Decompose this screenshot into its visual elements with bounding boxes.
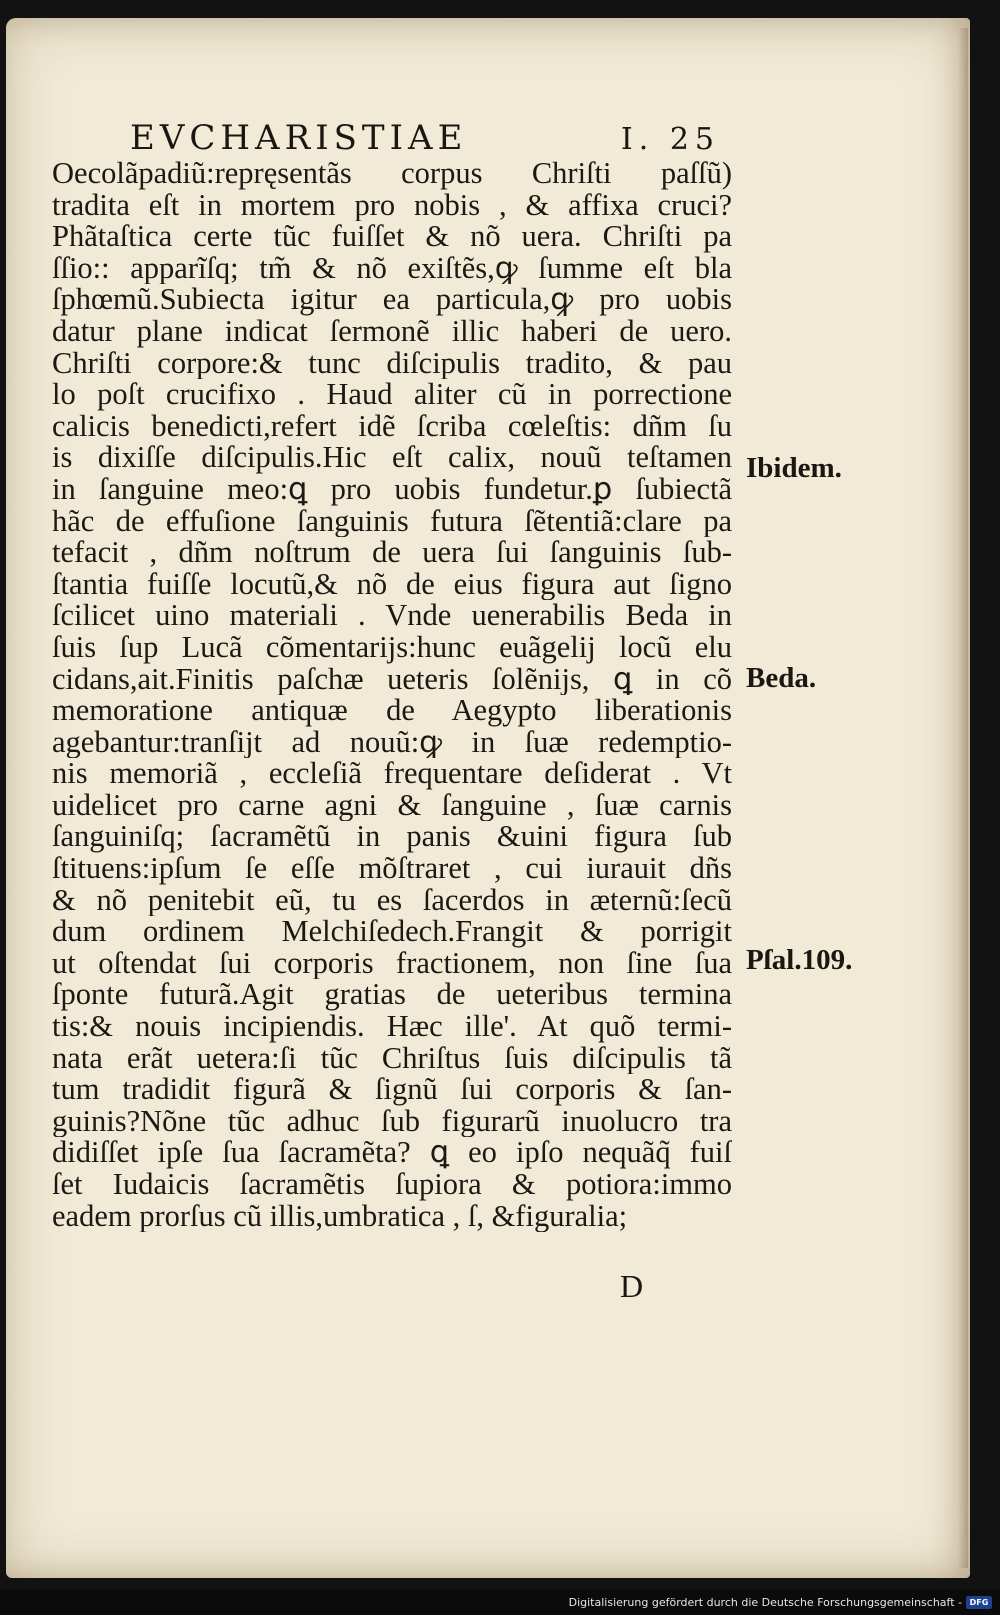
text-line: calicis benedicti,refert idẽ ſcriba cœleſtis: dñm ſu [52,410,732,443]
marginal-note-ibidem: Ibidem. [746,452,842,484]
text-line: dum ordinem Melchiſedech.Frangit & porrigit [52,916,732,948]
text-line: ſet Iudaicis ſacramẽtis ſupiora & potiora:immo [52,1169,732,1201]
text-line: in ſanguine meo:ꝗ pro uobis fundetur.ꝑ ſubiectã [52,473,732,506]
text-line: & nõ penitebit eũ, tu es ſacerdos in æternũ:ſecũ [52,884,732,917]
text-line: nis memoriã , eccleſiã frequentare deſiderat . Vt [52,758,732,790]
page-edge-shadow [958,28,968,1568]
text-line: guinis?Nõne tũc adhuc ſub figurarũ inuolucro tra [52,1105,732,1138]
text-line: tis:& nouis incipiendis. Hæc ille'. At quõ termi- [52,1011,732,1043]
text-line: hãc de effuſione ſanguinis futura ſẽtentiã:clare pa [52,505,732,538]
text-line: lo poſt crucifixo . Haud aliter cũ in porrectione [52,379,732,411]
text-line: ſtituens:ipſum ſe eſſe mõſtraret , cui iurauit dñs [52,853,732,885]
text-line: memoratione antiquæ de Aegypto liberationis [52,695,732,727]
text-line: ſcilicet uino materiali . Vnde uenerabilis Beda in [52,600,732,632]
catchword: D [620,1268,644,1304]
text-line: Phãtaſtica certe tũc fuiſſet & nõ uera. Chriſti pa [52,221,732,253]
text-line: uidelicet pro carne agni & ſanguine , ſuæ carnis [52,789,732,822]
text-line: ſſio:: apparĩſq; tm̃ & nõ exiſtẽs,ꝙ ſumme eſt bla [52,252,732,285]
text-line: is dixiſſe diſcipulis.Hic eſt calix, nouũ teſtamen [52,442,732,474]
folio-number: 25 [669,122,720,157]
part-numeral: I. [620,122,655,157]
marginal-note-psalm: Pſal.109. [746,944,853,976]
text-line: ſponte futurã.Agit gratias de ueteribus termina [52,979,732,1012]
text-line: Oecolãpadiũ:repręsentãs corpus Chriſti paſſũ) [52,158,732,190]
credit-text: Digitalisierung gefördert durch die Deutsche Forschungsgemeinschaft - [568,1595,962,1609]
text-line: ſtantia fuiſſe locutũ,& nõ de eius figura aut ſigno [52,568,732,601]
text-line: ſanguiniſq; ſacramẽtũ in panis &uini figura ſub [52,821,732,854]
digitization-credit [569,1593,992,1611]
text-line: didiſſet ipſe ſua ſacramẽta? ꝗ eo ipſo nequãq̃ fuiſ [52,1137,732,1169]
text-line: datur plane indicat ſermonẽ illic haberi de uero. [52,315,732,348]
text-line: Chriſti corpore:& tunc diſcipulis tradito, & pau [52,347,732,380]
dfg-logo: DFG [966,1596,992,1609]
text-line: ut oſtendat ſui corporis fractionem, non ſine ſua [52,947,732,980]
marginal-note-beda: Beda. [746,662,817,694]
running-head [130,118,720,158]
text-line: nata erãt uetera:ſi tũc Chriſtus ſuis diſcipulis tã [52,1042,732,1075]
text-line: tum tradidit figurã & ſignũ ſui corporis & ſan- [52,1074,732,1106]
text-line: tefacit , dñm noſtrum de uera ſui ſanguinis ſub- [52,537,732,569]
running-title: EVCHARISTIAE [130,118,468,158]
text-line: cidans,ait.Finitis paſchæ ueteris ſolẽnijs, ꝗ in cõ [52,663,732,696]
text-line: agebantur:tranſijt ad nouũ:ꝙ in ſuæ redemptio- [52,726,732,759]
text-line: eadem prorſus cũ illis,umbratica , ſ, &figuralia; [52,1200,628,1233]
text-line: ſuis ſup Lucã cõmentarijs:hunc euãgelij locũ elu [52,631,732,664]
text-line: ſphœmũ.Subiecta igitur ea particula,ꝙ pro uobis [52,284,732,316]
text-line: tradita eſt in mortem pro nobis , & affixa cruci? [52,189,732,222]
running-head-part [621,122,720,157]
body-text [52,158,732,1232]
